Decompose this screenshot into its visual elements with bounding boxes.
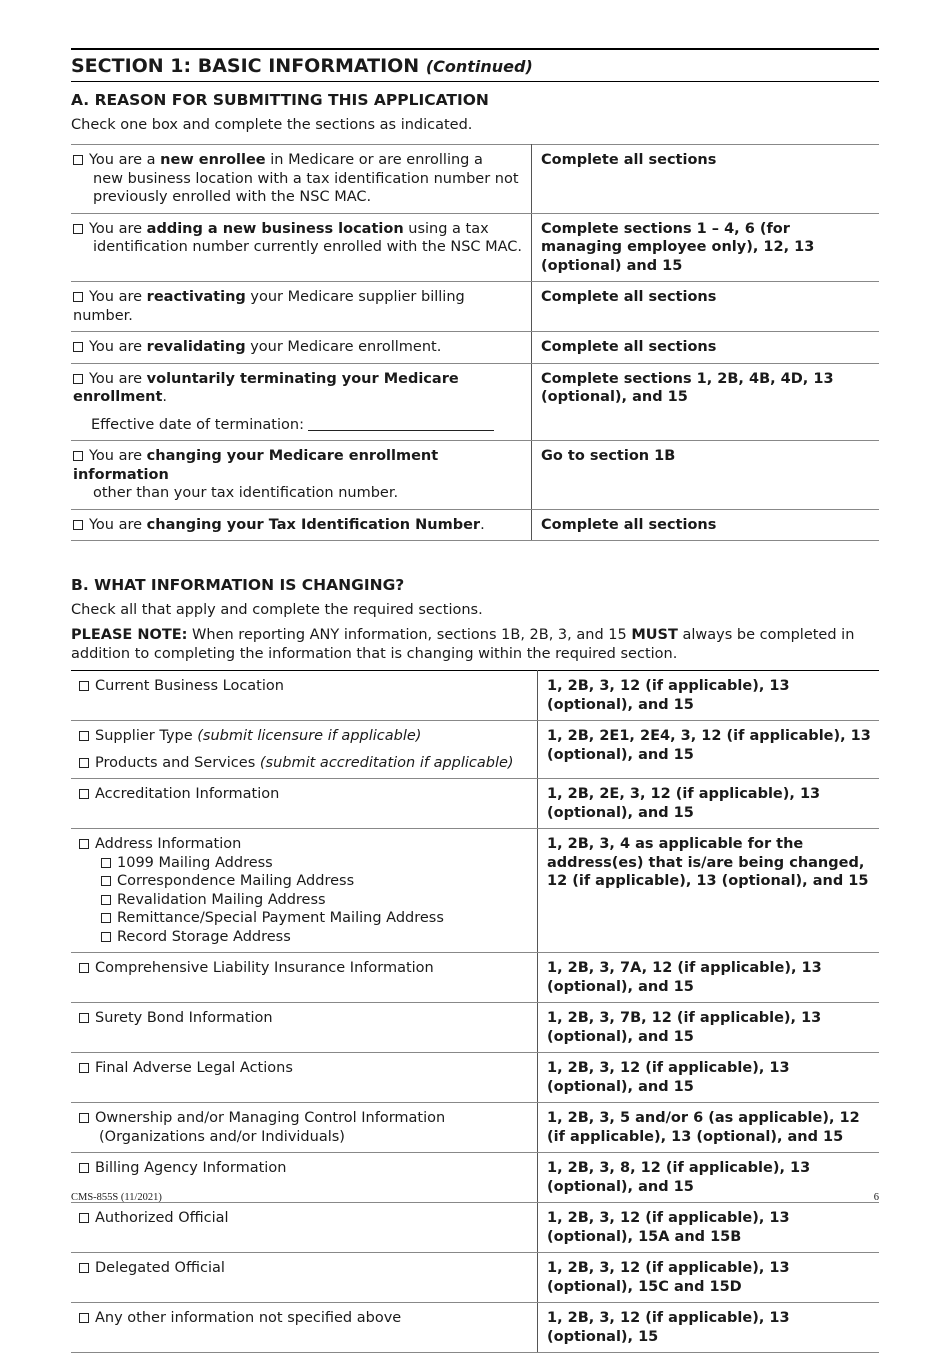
note-text: always be completed in addition to completing the information that is changing within the required section. (71, 627, 855, 662)
checkbox[interactable] (79, 789, 89, 799)
table-row (71, 145, 879, 214)
item-label: Address Information (95, 836, 242, 852)
effective-date-field[interactable] (308, 418, 494, 431)
note-text: When reporting ANY information, sections 1B, 2B, 3, and 15 (187, 627, 632, 643)
table-row (71, 332, 879, 364)
note-label: PLEASE NOTE: (71, 627, 188, 643)
note-must: MUST (631, 627, 678, 643)
item-cell (71, 671, 538, 721)
part-a-heading: A. REASON FOR SUBMITTING THIS APPLICATION (71, 91, 489, 109)
page-number: 6 (873, 1192, 879, 1203)
item-label: Ownership and/or Managing Control Information (95, 1110, 446, 1126)
item-cell (71, 1303, 538, 1353)
table-row (71, 1003, 879, 1053)
item-cell (71, 953, 538, 1003)
item-note: (submit licensure if applicable) (197, 728, 422, 744)
section-header (71, 48, 879, 82)
item-note: (submit accreditation if applicable) (259, 754, 514, 771)
reason-text: new business location with a tax identification number not (93, 170, 519, 187)
reason-table (71, 144, 879, 541)
action-cell: Complete sections 1, 2B, 4B, 4D, 13 (optional), and 15 (532, 363, 880, 441)
checkbox[interactable] (79, 1313, 89, 1323)
item-cell (71, 829, 538, 953)
action-cell: 1, 2B, 3, 7B, 12 (if applicable), 13 (optional), and 15 (538, 1003, 880, 1053)
reason-cell (71, 282, 532, 332)
address-subitem: Correspondence Mailing Address (117, 873, 355, 889)
table-row (71, 1303, 879, 1353)
action-cell: Complete all sections (532, 145, 880, 214)
reason-text: You are (89, 516, 147, 533)
action-cell: 1, 2B, 3, 12 (if applicable), 13 (optional), 15A and 15B (538, 1203, 880, 1253)
reason-text: . (480, 516, 485, 533)
reason-cell (71, 509, 532, 541)
table-row (71, 363, 879, 441)
action-cell: 1, 2B, 3, 12 (if applicable), 13 (optional), and 15 (538, 1053, 880, 1103)
table-row (71, 1053, 879, 1103)
action-cell: Complete all sections (532, 509, 880, 541)
checkbox[interactable] (73, 451, 83, 461)
reason-text: You are (89, 370, 147, 387)
address-subitem: Revalidation Mailing Address (117, 891, 326, 908)
reason-text: previously enrolled with the NSC MAC. (93, 189, 372, 205)
reason-bold: changing your Medicare enrollment information (73, 448, 439, 483)
reason-text: identification number currently enrolled with the NSC MAC. (93, 239, 523, 255)
table-row (71, 1103, 879, 1153)
checkbox[interactable] (79, 731, 89, 741)
checkbox[interactable] (79, 758, 89, 768)
address-subitem: Record Storage Address (117, 928, 291, 945)
address-subitem: Remittance/Special Payment Mailing Address (117, 910, 444, 926)
action-cell: 1, 2B, 3, 12 (if applicable), 13 (optional), 15 (538, 1303, 880, 1353)
page-footer (71, 1192, 879, 1203)
table-row (71, 441, 879, 510)
action-cell: 1, 2B, 2E1, 2E4, 3, 12 (if applicable), 13 (optional), and 15 (538, 721, 880, 779)
action-cell: 1, 2B, 3, 8, 12 (if applicable), 13 (optional), and 15 (538, 1153, 880, 1203)
action-cell: 1, 2B, 3, 4 as applicable for the address(es) that is/are being changed, 12 (if applicable), 13 (optional), and 15 (538, 829, 880, 953)
item-cell (71, 1203, 538, 1253)
checkbox[interactable] (101, 913, 111, 923)
reason-text: You are a (89, 152, 161, 168)
action-cell: 1, 2B, 3, 5 and/or 6 (as applicable), 12 (if applicable), 13 (optional), and 15 (538, 1103, 880, 1153)
checkbox[interactable] (73, 224, 83, 234)
action-cell: 1, 2B, 3, 7A, 12 (if applicable), 13 (optional), and 15 (538, 953, 880, 1003)
reason-cell (71, 441, 532, 510)
reason-text: You are (89, 220, 147, 237)
checkbox[interactable] (79, 1013, 89, 1023)
reason-cell (71, 363, 532, 441)
reason-cell (71, 145, 532, 214)
reason-cell (71, 213, 532, 282)
checkbox[interactable] (73, 342, 83, 352)
part-b-instruction: Check all that apply and complete the required sections. (71, 602, 483, 618)
table-row (71, 829, 879, 953)
reason-text: your Medicare enrollment. (245, 339, 442, 355)
item-label: Comprehensive Liability Insurance Information (95, 960, 434, 976)
checkbox[interactable] (73, 292, 83, 302)
action-cell: 1, 2B, 3, 12 (if applicable), 13 (optional), 15C and 15D (538, 1253, 880, 1303)
checkbox[interactable] (101, 858, 111, 868)
item-cell (71, 1253, 538, 1303)
action-cell: Go to section 1B (532, 441, 880, 510)
item-label: Accreditation Information (95, 786, 280, 802)
table-row (71, 213, 879, 282)
form-page (71, 48, 879, 1353)
item-label: Surety Bond Information (95, 1010, 273, 1026)
item-label: Authorized Official (95, 1210, 229, 1226)
item-cell (71, 1103, 538, 1153)
table-row (71, 1253, 879, 1303)
reason-text: You are (89, 339, 147, 355)
part-b-note (71, 626, 879, 664)
reason-text: your Medicare supplier billing number. (73, 289, 465, 324)
checkbox[interactable] (79, 963, 89, 973)
action-cell: Complete all sections (532, 332, 880, 364)
reason-bold: changing your Tax Identification Number (146, 516, 481, 533)
checkbox[interactable] (79, 1113, 89, 1123)
item-label: Final Adverse Legal Actions (95, 1060, 293, 1076)
reason-text: in Medicare or are enrolling a (265, 152, 483, 168)
reason-bold: voluntarily terminating your Medicare enrollment (73, 370, 459, 405)
reason-text: other than your tax identification number. (93, 485, 399, 501)
checkbox[interactable] (101, 895, 111, 905)
checkbox[interactable] (73, 374, 83, 384)
action-cell: 1, 2B, 2E, 3, 12 (if applicable), 13 (optional), and 15 (538, 779, 880, 829)
item-label: Current Business Location (95, 678, 284, 694)
reason-bold: adding a new business location (146, 220, 404, 237)
item-label: (Organizations and/or Individuals) (99, 1128, 345, 1145)
address-subitem: 1099 Mailing Address (117, 854, 273, 871)
item-cell (71, 779, 538, 829)
checkbox[interactable] (79, 1163, 89, 1173)
reason-bold: new enrollee (160, 152, 266, 168)
section-title: SECTION 1: BASIC INFORMATION (71, 55, 420, 77)
table-row (71, 282, 879, 332)
action-cell: 1, 2B, 3, 12 (if applicable), 13 (optional), and 15 (538, 671, 880, 721)
reason-bold: revalidating (146, 339, 246, 355)
effective-date-label: Effective date of termination: (91, 416, 304, 433)
item-label: Supplier Type (95, 728, 198, 744)
item-label: Products and Services (95, 754, 260, 771)
checkbox[interactable] (73, 155, 83, 165)
item-cell (71, 721, 538, 779)
table-row (71, 1203, 879, 1253)
reason-text: You are (89, 448, 147, 464)
checkbox[interactable] (101, 932, 111, 942)
item-label: Delegated Official (95, 1260, 225, 1276)
action-cell: Complete all sections (532, 282, 880, 332)
section-continued: (Continued) (425, 57, 533, 76)
table-row (71, 509, 879, 541)
item-cell (71, 1003, 538, 1053)
table-row (71, 779, 879, 829)
reason-text: using a tax (403, 220, 489, 237)
item-cell (71, 1053, 538, 1103)
checkbox[interactable] (79, 1263, 89, 1273)
changing-table (71, 670, 879, 1353)
action-cell: Complete sections 1 – 4, 6 (for managing employee only), 12, 13 (optional) and 15 (532, 213, 880, 282)
reason-text: You are (89, 289, 147, 305)
checkbox[interactable] (79, 839, 89, 849)
form-id: CMS-855S (11/2021) (71, 1192, 162, 1203)
table-row (71, 721, 879, 779)
checkbox[interactable] (101, 876, 111, 886)
part-b-heading: B. WHAT INFORMATION IS CHANGING? (71, 576, 405, 594)
table-row (71, 671, 879, 721)
item-label: Billing Agency Information (95, 1160, 287, 1176)
checkbox[interactable] (73, 520, 83, 530)
checkbox[interactable] (79, 1063, 89, 1073)
reason-text: . (162, 389, 168, 405)
part-a-instruction: Check one box and complete the sections as indicated. (71, 117, 473, 133)
table-row (71, 953, 879, 1003)
checkbox[interactable] (79, 1213, 89, 1223)
item-label: Any other information not specified above (95, 1310, 402, 1326)
reason-cell (71, 332, 532, 364)
reason-bold: reactivating (146, 289, 246, 305)
checkbox[interactable] (79, 681, 89, 691)
